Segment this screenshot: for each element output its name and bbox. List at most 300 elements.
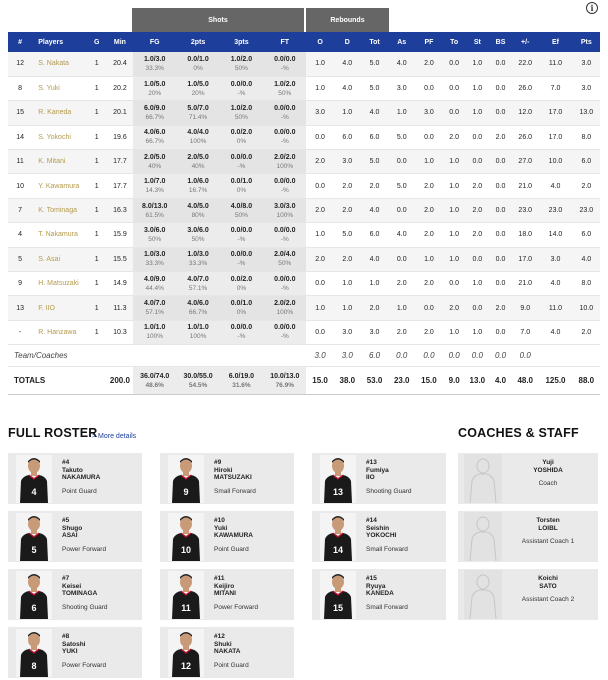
roster-card[interactable]: [160, 627, 294, 678]
col-players-header[interactable]: Players: [32, 32, 86, 52]
three-pts-percentage: -%: [237, 333, 246, 341]
svg-text:14: 14: [332, 545, 344, 555]
player-first-name: Takuto: [62, 466, 83, 474]
fg-percentage: 100%: [146, 333, 164, 341]
stat-bs: 0.0: [489, 76, 512, 100]
player-number: 11: [8, 150, 32, 174]
coach-info: [508, 459, 588, 488]
player-number: 9: [8, 272, 32, 296]
stat-tot: 4.0: [361, 198, 388, 222]
player-position: Point Guard: [62, 487, 97, 495]
totals-stat-pts: 88.0: [573, 367, 600, 395]
player-photo: [320, 513, 356, 561]
three-pts: [220, 320, 263, 344]
stat-o: 0.0: [306, 125, 333, 149]
stat-as: 0.0: [388, 247, 415, 271]
col-games-header[interactable]: G: [87, 32, 107, 52]
roster-card[interactable]: [8, 453, 142, 504]
col-efficiency-header[interactable]: Ef: [538, 32, 572, 52]
totals-fg: [133, 367, 176, 395]
col-fouls-header[interactable]: PF: [415, 32, 442, 52]
stat-as: 5.0: [388, 174, 415, 198]
stat-pm: 26.0: [512, 125, 538, 149]
svg-text:5: 5: [31, 545, 37, 555]
roster-card[interactable]: [312, 511, 446, 562]
player-name-link[interactable]: K. Tominaga: [32, 198, 86, 222]
stat-ef: 17.0: [538, 101, 572, 125]
player-first-name: Seishin: [366, 524, 390, 532]
stat-tot: 3.0: [361, 320, 388, 344]
totals-stat-pf: 15.0: [415, 367, 442, 395]
totals-stat-bs: 4.0: [489, 367, 512, 395]
games: 1: [87, 272, 107, 296]
totals-stat-d: 38.0: [334, 367, 361, 395]
coach-first-name: Koichi: [538, 575, 558, 582]
stat-pts: 13.0: [573, 101, 600, 125]
coach-card[interactable]: [458, 569, 598, 620]
player-first-name: Fumiya: [366, 466, 389, 474]
team-stat-st: 0.0: [466, 345, 489, 367]
two-pts: [176, 125, 219, 149]
two-pts: [176, 174, 219, 198]
free-throws-percentage: -%: [280, 333, 289, 341]
player-number: 12: [8, 52, 32, 76]
free-throws-made-attempted: 0.0/0.0: [274, 178, 296, 186]
player-number: #12: [214, 633, 225, 640]
stat-pm: 21.0: [512, 272, 538, 296]
two-pts-percentage: 33.3%: [188, 260, 208, 268]
three-pts-made-attempted: 0.0/2.0: [230, 275, 253, 283]
stat-tot: 6.0: [361, 125, 388, 149]
player-number: #15: [366, 575, 377, 582]
two-pts: [176, 101, 219, 125]
player-row: [8, 272, 600, 296]
stat-tot: 6.0: [361, 223, 388, 247]
player-photo: [320, 571, 356, 619]
minutes: 19.6: [107, 125, 133, 149]
team-stat-bs: 0.0: [489, 345, 512, 367]
fg: [133, 296, 176, 320]
totals-label: TOTALS: [8, 367, 107, 395]
stat-st: 1.0: [466, 52, 489, 76]
col-assists-header[interactable]: As: [388, 32, 415, 52]
three-pts-percentage: 50%: [234, 211, 248, 219]
three-pts: [220, 52, 263, 76]
team-stat-pf: 0.0: [415, 345, 442, 367]
two-pts-made-attempted: 1.0/1.0: [187, 324, 209, 332]
stat-pts: 23.0: [573, 198, 600, 222]
fg: [133, 198, 176, 222]
free-throws: [263, 125, 306, 149]
more-details-link[interactable]: > More details: [92, 433, 137, 440]
fg: [133, 272, 176, 296]
minutes: 15.9: [107, 223, 133, 247]
team-stat-to: 0.0: [443, 345, 466, 367]
svg-text:8: 8: [31, 661, 37, 671]
col-ft-header[interactable]: FT: [263, 32, 306, 52]
totals-three-pts: [220, 367, 263, 395]
two-pts-made-attempted: 4.0/4.0: [187, 129, 209, 137]
minutes: 20.2: [107, 76, 133, 100]
player-row: [8, 174, 600, 198]
stat-pm: 7.0: [512, 320, 538, 344]
shots-group-header: Shots: [132, 8, 304, 32]
player-first-name: Keisei: [62, 582, 82, 590]
player-first-name: Hiroki: [214, 466, 233, 474]
col-turnovers-header[interactable]: To: [443, 32, 466, 52]
player-info: [62, 517, 106, 553]
col-points-header[interactable]: Pts: [573, 32, 600, 52]
stat-ef: 23.0: [538, 198, 572, 222]
player-name-link[interactable]: H. Matsuzaki: [32, 272, 86, 296]
minutes: 11.3: [107, 296, 133, 320]
col-plus-minus-header[interactable]: +/-: [512, 32, 538, 52]
stat-bs: 0.0: [489, 198, 512, 222]
fg-made-attempted: 4.0/9.0: [144, 275, 166, 283]
totals-three-pts-made-attempted: 6.0/19.0: [228, 372, 255, 380]
player-first-name: Satoshi: [62, 640, 86, 648]
player-first-name: Yuki: [214, 524, 228, 532]
player-number: #14: [366, 517, 377, 524]
team-coaches-row: [8, 345, 600, 367]
stat-st: 2.0: [466, 198, 489, 222]
stat-as: 0.0: [388, 150, 415, 174]
player-photo: [168, 629, 204, 677]
totals-free-throws: [263, 367, 306, 395]
player-number: -: [8, 320, 32, 344]
two-pts-percentage: 40%: [191, 162, 205, 170]
info-icon[interactable]: i: [586, 2, 598, 14]
player-number: #4: [62, 459, 70, 466]
free-throws-made-attempted: 1.0/2.0: [274, 80, 296, 88]
stat-tot: 4.0: [361, 247, 388, 271]
player-name-link[interactable]: Y. Kawamura: [32, 174, 86, 198]
free-throws-percentage: 50%: [278, 89, 292, 97]
stat-pts: 3.0: [573, 76, 600, 100]
stat-bs: 0.0: [489, 52, 512, 76]
fg-made-attempted: 8.0/13.0: [142, 202, 168, 210]
fg-made-attempted: 4.0/7.0: [144, 300, 166, 308]
two-pts: [176, 76, 219, 100]
stat-pf: 0.0: [415, 76, 442, 100]
stat-as: 2.0: [388, 320, 415, 344]
minutes: 20.4: [107, 52, 133, 76]
minutes: 15.5: [107, 247, 133, 271]
player-position: Small Forward: [366, 545, 408, 553]
two-pts-percentage: 0%: [193, 64, 203, 72]
col-off-reb-header[interactable]: O: [306, 32, 333, 52]
games: 1: [87, 296, 107, 320]
stat-ef: 4.0: [538, 320, 572, 344]
fg: [133, 101, 176, 125]
player-info: [366, 575, 408, 611]
player-name-link[interactable]: S. Asai: [32, 247, 86, 271]
fg-percentage: 50%: [148, 235, 162, 243]
free-throws: [263, 223, 306, 247]
stat-tot: 4.0: [361, 101, 388, 125]
stat-to: 1.0: [443, 198, 466, 222]
player-info: [214, 575, 258, 611]
stat-o: 0.0: [306, 272, 333, 296]
fg: [133, 150, 176, 174]
player-row: [8, 320, 600, 344]
col-minutes-header[interactable]: Min: [107, 32, 133, 52]
roster-card[interactable]: [160, 569, 294, 620]
coach-card[interactable]: [458, 453, 598, 504]
player-photo: [168, 513, 204, 561]
col-blocks-header[interactable]: BS: [489, 32, 512, 52]
games: 1: [87, 125, 107, 149]
team-stat-pm: 0.0: [512, 345, 538, 367]
stat-bs: 0.0: [489, 247, 512, 271]
stat-pm: 26.0: [512, 76, 538, 100]
games: 1: [87, 320, 107, 344]
games: 1: [87, 52, 107, 76]
three-pts: [220, 150, 263, 174]
three-pts-made-attempted: 0.0/0.0: [230, 324, 253, 332]
player-last-name: NAKATA: [214, 648, 241, 656]
player-name-link[interactable]: R. Kaneda: [32, 101, 86, 125]
svg-text:11: 11: [181, 603, 191, 613]
totals-fg-percentage: 48.6%: [145, 381, 164, 389]
player-name-link[interactable]: F. IIO: [32, 296, 86, 320]
stat-st: 0.0: [466, 150, 489, 174]
col-tot-reb-header[interactable]: Tot: [361, 32, 388, 52]
free-throws-percentage: 50%: [278, 260, 292, 268]
stat-d: 2.0: [334, 247, 361, 271]
stat-to: 0.0: [443, 76, 466, 100]
three-pts: [220, 198, 263, 222]
player-first-name: Shugo: [62, 524, 83, 532]
totals-fg-made-attempted: 36.0/74.0: [140, 372, 170, 380]
two-pts-percentage: 100%: [189, 138, 207, 146]
fg-percentage: 57.1%: [145, 309, 164, 317]
stat-st: 1.0: [466, 272, 489, 296]
stat-o: 1.0: [306, 223, 333, 247]
boxscore: [8, 3, 600, 395]
games: 1: [87, 247, 107, 271]
player-first-name: Keijiro: [214, 582, 235, 590]
stat-pts: 8.0: [573, 125, 600, 149]
stat-st: 0.0: [466, 296, 489, 320]
totals-stat-ef: 125.0: [538, 367, 572, 395]
team-stat-tot: 6.0: [361, 345, 388, 367]
two-pts-made-attempted: 0.0/1.0: [187, 55, 209, 63]
player-row: [8, 101, 600, 125]
stat-pf: 2.0: [415, 320, 442, 344]
fg: [133, 76, 176, 100]
stat-to: 0.0: [443, 52, 466, 76]
stat-as: 3.0: [388, 76, 415, 100]
stat-to: 0.0: [443, 101, 466, 125]
three-pts: [220, 223, 263, 247]
fg: [133, 52, 176, 76]
stat-bs: 0.0: [489, 150, 512, 174]
stat-ef: 17.0: [538, 125, 572, 149]
three-pts-made-attempted: 0.0/1.0: [230, 178, 253, 186]
stat-to: 1.0: [443, 320, 466, 344]
player-position: Point Guard: [214, 545, 249, 553]
roster-card[interactable]: [312, 569, 446, 620]
fg-made-attempted: 4.0/6.0: [144, 129, 166, 137]
totals-minutes: 200.0: [107, 367, 133, 395]
fg-percentage: 20%: [148, 89, 162, 97]
col-2pts-header[interactable]: 2pts: [176, 32, 219, 52]
stat-d: 1.0: [334, 101, 361, 125]
three-pts-made-attempted: 0.0/0.0: [230, 80, 253, 88]
svg-text:9: 9: [183, 487, 189, 497]
player-position: Point Guard: [214, 661, 249, 669]
roster-card[interactable]: [160, 453, 294, 504]
three-pts-made-attempted: 0.0/0.0: [230, 251, 253, 259]
stat-d: 4.0: [334, 52, 361, 76]
group-header-row: [8, 3, 600, 32]
fg-made-attempted: 6.0/9.0: [144, 104, 166, 112]
stat-pm: 18.0: [512, 223, 538, 247]
two-pts-percentage: 71.4%: [188, 113, 208, 121]
two-pts-made-attempted: 4.0/5.0: [187, 202, 209, 210]
stat-pf: 0.0: [415, 296, 442, 320]
stat-pf: 3.0: [415, 101, 442, 125]
stat-bs: 0.0: [489, 101, 512, 125]
roster-card[interactable]: [8, 569, 142, 620]
three-pts: [220, 125, 263, 149]
two-pts: [176, 296, 219, 320]
two-pts-percentage: 80%: [191, 211, 205, 219]
player-number: #10: [214, 517, 225, 524]
roster-card[interactable]: [312, 453, 446, 504]
stat-st: 2.0: [466, 223, 489, 247]
two-pts-percentage: 57.1%: [188, 284, 208, 292]
stat-as: 0.0: [388, 198, 415, 222]
player-number: #9: [214, 459, 222, 466]
stat-pf: 2.0: [415, 52, 442, 76]
player-last-name: KAWAMURA: [214, 532, 253, 540]
fg-made-attempted: 2.0/5.0: [144, 153, 166, 161]
three-pts-made-attempted: 0.0/1.0: [230, 300, 253, 308]
free-throws-made-attempted: 0.0/0.0: [274, 324, 296, 332]
player-name-link[interactable]: K. Mitani: [32, 150, 86, 174]
totals-stat-as: 23.0: [388, 367, 415, 395]
stat-tot: 5.0: [361, 150, 388, 174]
player-photo: [320, 455, 356, 503]
stat-pts: 6.0: [573, 223, 600, 247]
col-fg-header[interactable]: FG: [133, 32, 176, 52]
stat-o: 2.0: [306, 247, 333, 271]
fg-percentage: 66.7%: [145, 138, 164, 146]
player-last-name: NAKAMURA: [62, 474, 101, 482]
free-throws: [263, 247, 306, 271]
col-3pts-header[interactable]: 3pts: [220, 32, 263, 52]
fg-percentage: 66.7%: [145, 113, 164, 121]
stat-ef: 3.0: [538, 247, 572, 271]
player-name-link[interactable]: S. Yuki: [32, 76, 86, 100]
stat-o: 3.0: [306, 101, 333, 125]
three-pts: [220, 296, 263, 320]
player-name-link[interactable]: T. Nakamura: [32, 223, 86, 247]
roster-card[interactable]: [160, 511, 294, 562]
player-name-link[interactable]: R. Hanzawa: [32, 320, 86, 344]
team-stat-d: 3.0: [334, 345, 361, 367]
stat-pf: 0.0: [415, 125, 442, 149]
coach-first-name: Torsten: [536, 517, 560, 524]
free-throws-made-attempted: 0.0/0.0: [274, 275, 296, 283]
three-pts-made-attempted: 0.0/2.0: [230, 129, 253, 137]
minutes: 16.3: [107, 198, 133, 222]
coach-card[interactable]: [458, 511, 598, 562]
fg: [133, 125, 176, 149]
games: 1: [87, 223, 107, 247]
stat-to: 2.0: [443, 125, 466, 149]
minutes: 17.7: [107, 150, 133, 174]
minutes: 17.7: [107, 174, 133, 198]
player-number: 5: [8, 247, 32, 271]
two-pts-made-attempted: 4.0/7.0: [187, 275, 209, 283]
three-pts-percentage: -%: [237, 162, 246, 170]
player-info: [62, 633, 106, 669]
player-number: 8: [8, 76, 32, 100]
player-number: #13: [366, 459, 377, 466]
player-name-link[interactable]: S. Nakata: [32, 52, 86, 76]
stat-st: 0.0: [466, 125, 489, 149]
stat-o: 2.0: [306, 198, 333, 222]
stat-ef: 14.0: [538, 223, 572, 247]
player-row: [8, 76, 600, 100]
stat-ef: 4.0: [538, 272, 572, 296]
stat-pm: 9.0: [512, 296, 538, 320]
col-steals-header[interactable]: St: [466, 32, 489, 52]
roster-card[interactable]: [8, 511, 142, 562]
col-number-header[interactable]: #: [8, 32, 32, 52]
stat-d: 2.0: [334, 198, 361, 222]
svg-text:10: 10: [180, 545, 192, 555]
player-first-name: Shuki: [214, 640, 232, 648]
player-row: [8, 247, 600, 271]
stat-as: 4.0: [388, 52, 415, 76]
column-header-row: [8, 32, 600, 52]
roster-card[interactable]: [8, 627, 142, 678]
coach-last-name: LOIBL: [538, 524, 558, 532]
player-position: Shooting Guard: [366, 487, 412, 495]
three-pts-made-attempted: 1.0/2.0: [230, 55, 253, 63]
player-number: #8: [62, 633, 70, 640]
col-def-reb-header[interactable]: D: [334, 32, 361, 52]
stat-bs: 0.0: [489, 272, 512, 296]
player-number: 7: [8, 198, 32, 222]
player-name-link[interactable]: S. Yokochi: [32, 125, 86, 149]
player-row: [8, 150, 600, 174]
coach-silhouette: [464, 512, 502, 561]
three-pts-percentage: 0%: [236, 138, 247, 146]
fg-percentage: 61.5%: [145, 211, 164, 219]
player-photo: [168, 455, 204, 503]
stat-ef: 7.0: [538, 76, 572, 100]
free-throws-percentage: -%: [280, 113, 289, 121]
free-throws: [263, 320, 306, 344]
stat-pts: 4.0: [573, 247, 600, 271]
svg-text:15: 15: [332, 603, 344, 613]
stat-d: 6.0: [334, 125, 361, 149]
minutes: 10.3: [107, 320, 133, 344]
fg: [133, 174, 176, 198]
free-throws-made-attempted: 3.0/3.0: [274, 202, 296, 210]
player-number: #11: [214, 575, 225, 582]
stat-o: 1.0: [306, 296, 333, 320]
free-throws-made-attempted: 0.0/0.0: [274, 104, 296, 112]
stat-bs: 0.0: [489, 174, 512, 198]
fg: [133, 223, 176, 247]
two-pts-percentage: 16.7%: [188, 187, 208, 195]
